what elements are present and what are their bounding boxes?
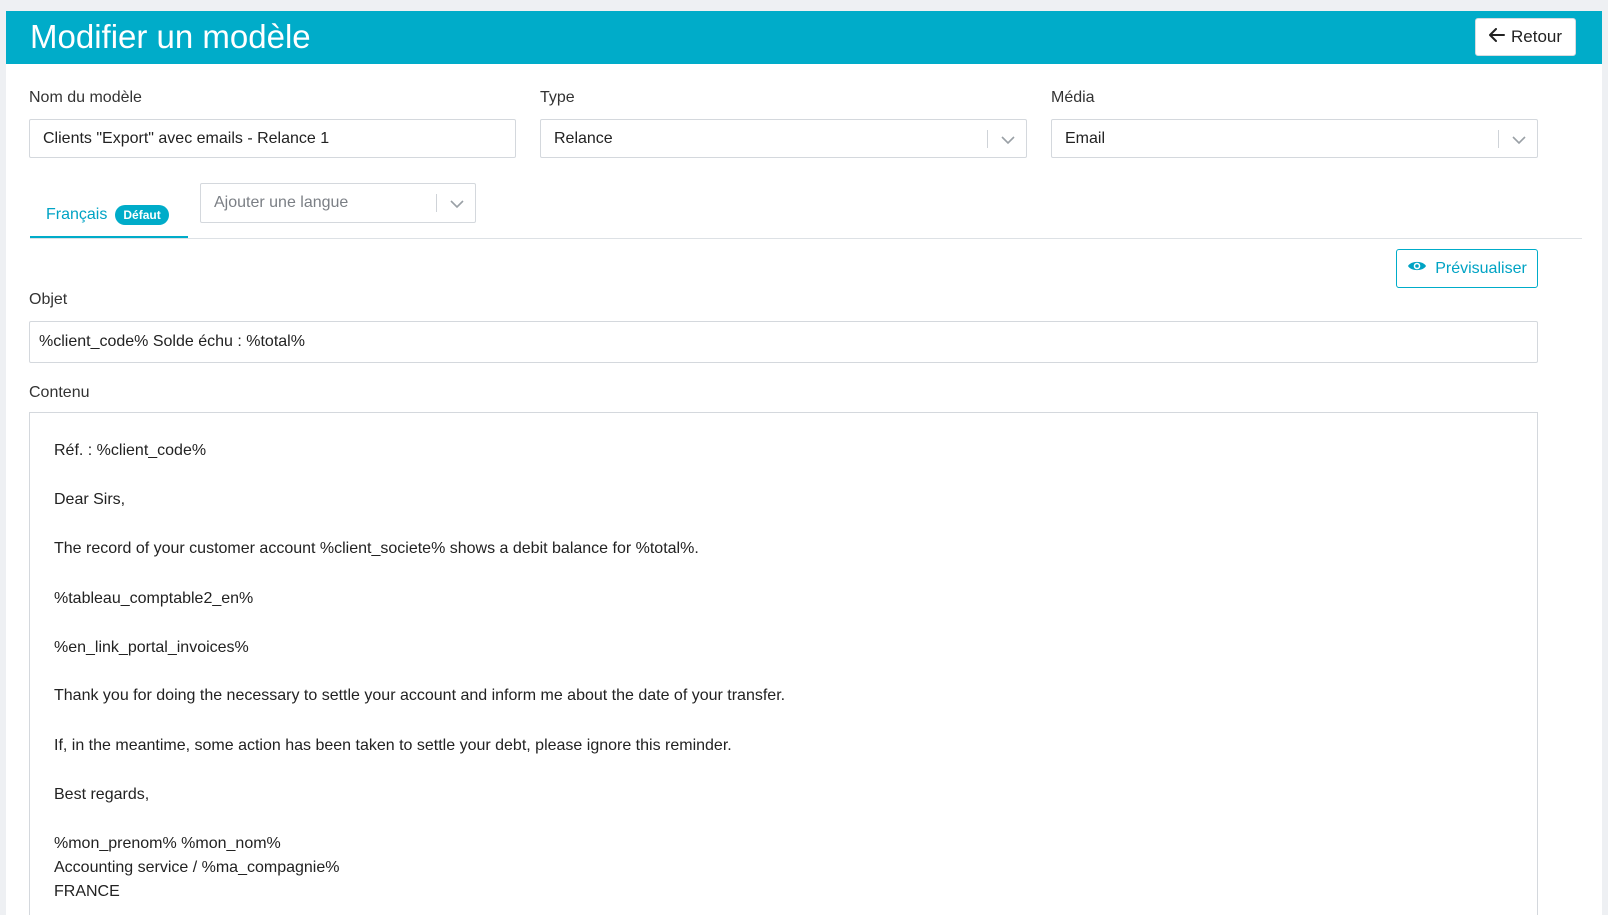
content-line: %tableau_comptable2_en% (54, 590, 254, 607)
add-language-placeholder: Ajouter une langue (214, 194, 349, 211)
media-select[interactable] (1051, 119, 1538, 158)
select-separator (1498, 130, 1499, 148)
template-name-label: Nom du modèle (29, 89, 142, 106)
subject-label: Objet (29, 291, 68, 308)
type-label: Type (540, 89, 575, 106)
type-select[interactable] (540, 119, 1027, 158)
chevron-down-icon (450, 196, 464, 214)
content-line: Accounting service / %ma_compagnie% (54, 859, 340, 876)
subject-input[interactable] (29, 321, 1538, 363)
tab-label: Français (46, 206, 108, 223)
tabs-divider (30, 238, 1582, 239)
preview-button-label: Prévisualiser (1435, 259, 1527, 277)
content-label: Contenu (29, 384, 90, 401)
arrow-left-icon (1489, 27, 1511, 47)
tab-language-francais[interactable] (30, 194, 188, 239)
chevron-down-icon (1001, 132, 1015, 150)
select-separator (987, 130, 988, 148)
media-value: Email (1065, 129, 1106, 147)
back-button[interactable] (1475, 18, 1576, 56)
preview-button[interactable] (1396, 249, 1538, 288)
select-separator (436, 194, 437, 212)
content-line: Réf. : %client_code% (54, 442, 207, 459)
media-label: Média (1051, 89, 1095, 106)
content-editor[interactable] (29, 412, 1538, 915)
template-name-input[interactable] (29, 119, 516, 158)
content-line: The record of your customer account %client_societe% shows a debit balance for %total%. (54, 540, 699, 557)
page-header (6, 11, 1602, 64)
type-value: Relance (554, 129, 613, 147)
content-line: Dear Sirs, (54, 491, 126, 508)
content-line: If, in the meantime, some action has been taken to settle your debt, please ignore this reminder. (54, 737, 732, 754)
content-line: FRANCE (54, 883, 120, 900)
subject-value: %client_code% Solde échu : %total% (39, 333, 305, 350)
eye-icon (1407, 259, 1435, 278)
chevron-down-icon (1512, 132, 1526, 150)
content-line: %mon_prenom% %mon_nom% (54, 835, 281, 852)
default-badge: Défaut (115, 205, 168, 225)
add-language-select[interactable] (200, 183, 476, 223)
edit-template-card (6, 11, 1602, 915)
back-button-label: Retour (1510, 27, 1563, 46)
content-line: %en_link_portal_invoices% (54, 639, 249, 656)
content-line: Thank you for doing the necessary to settle your account and inform me about the date of your transfer. (54, 687, 786, 704)
content-line: Best regards, (54, 786, 150, 803)
template-name-value: Clients "Export" avec emails - Relance 1 (43, 129, 330, 147)
page-title: Modifier un modèle (30, 18, 311, 55)
